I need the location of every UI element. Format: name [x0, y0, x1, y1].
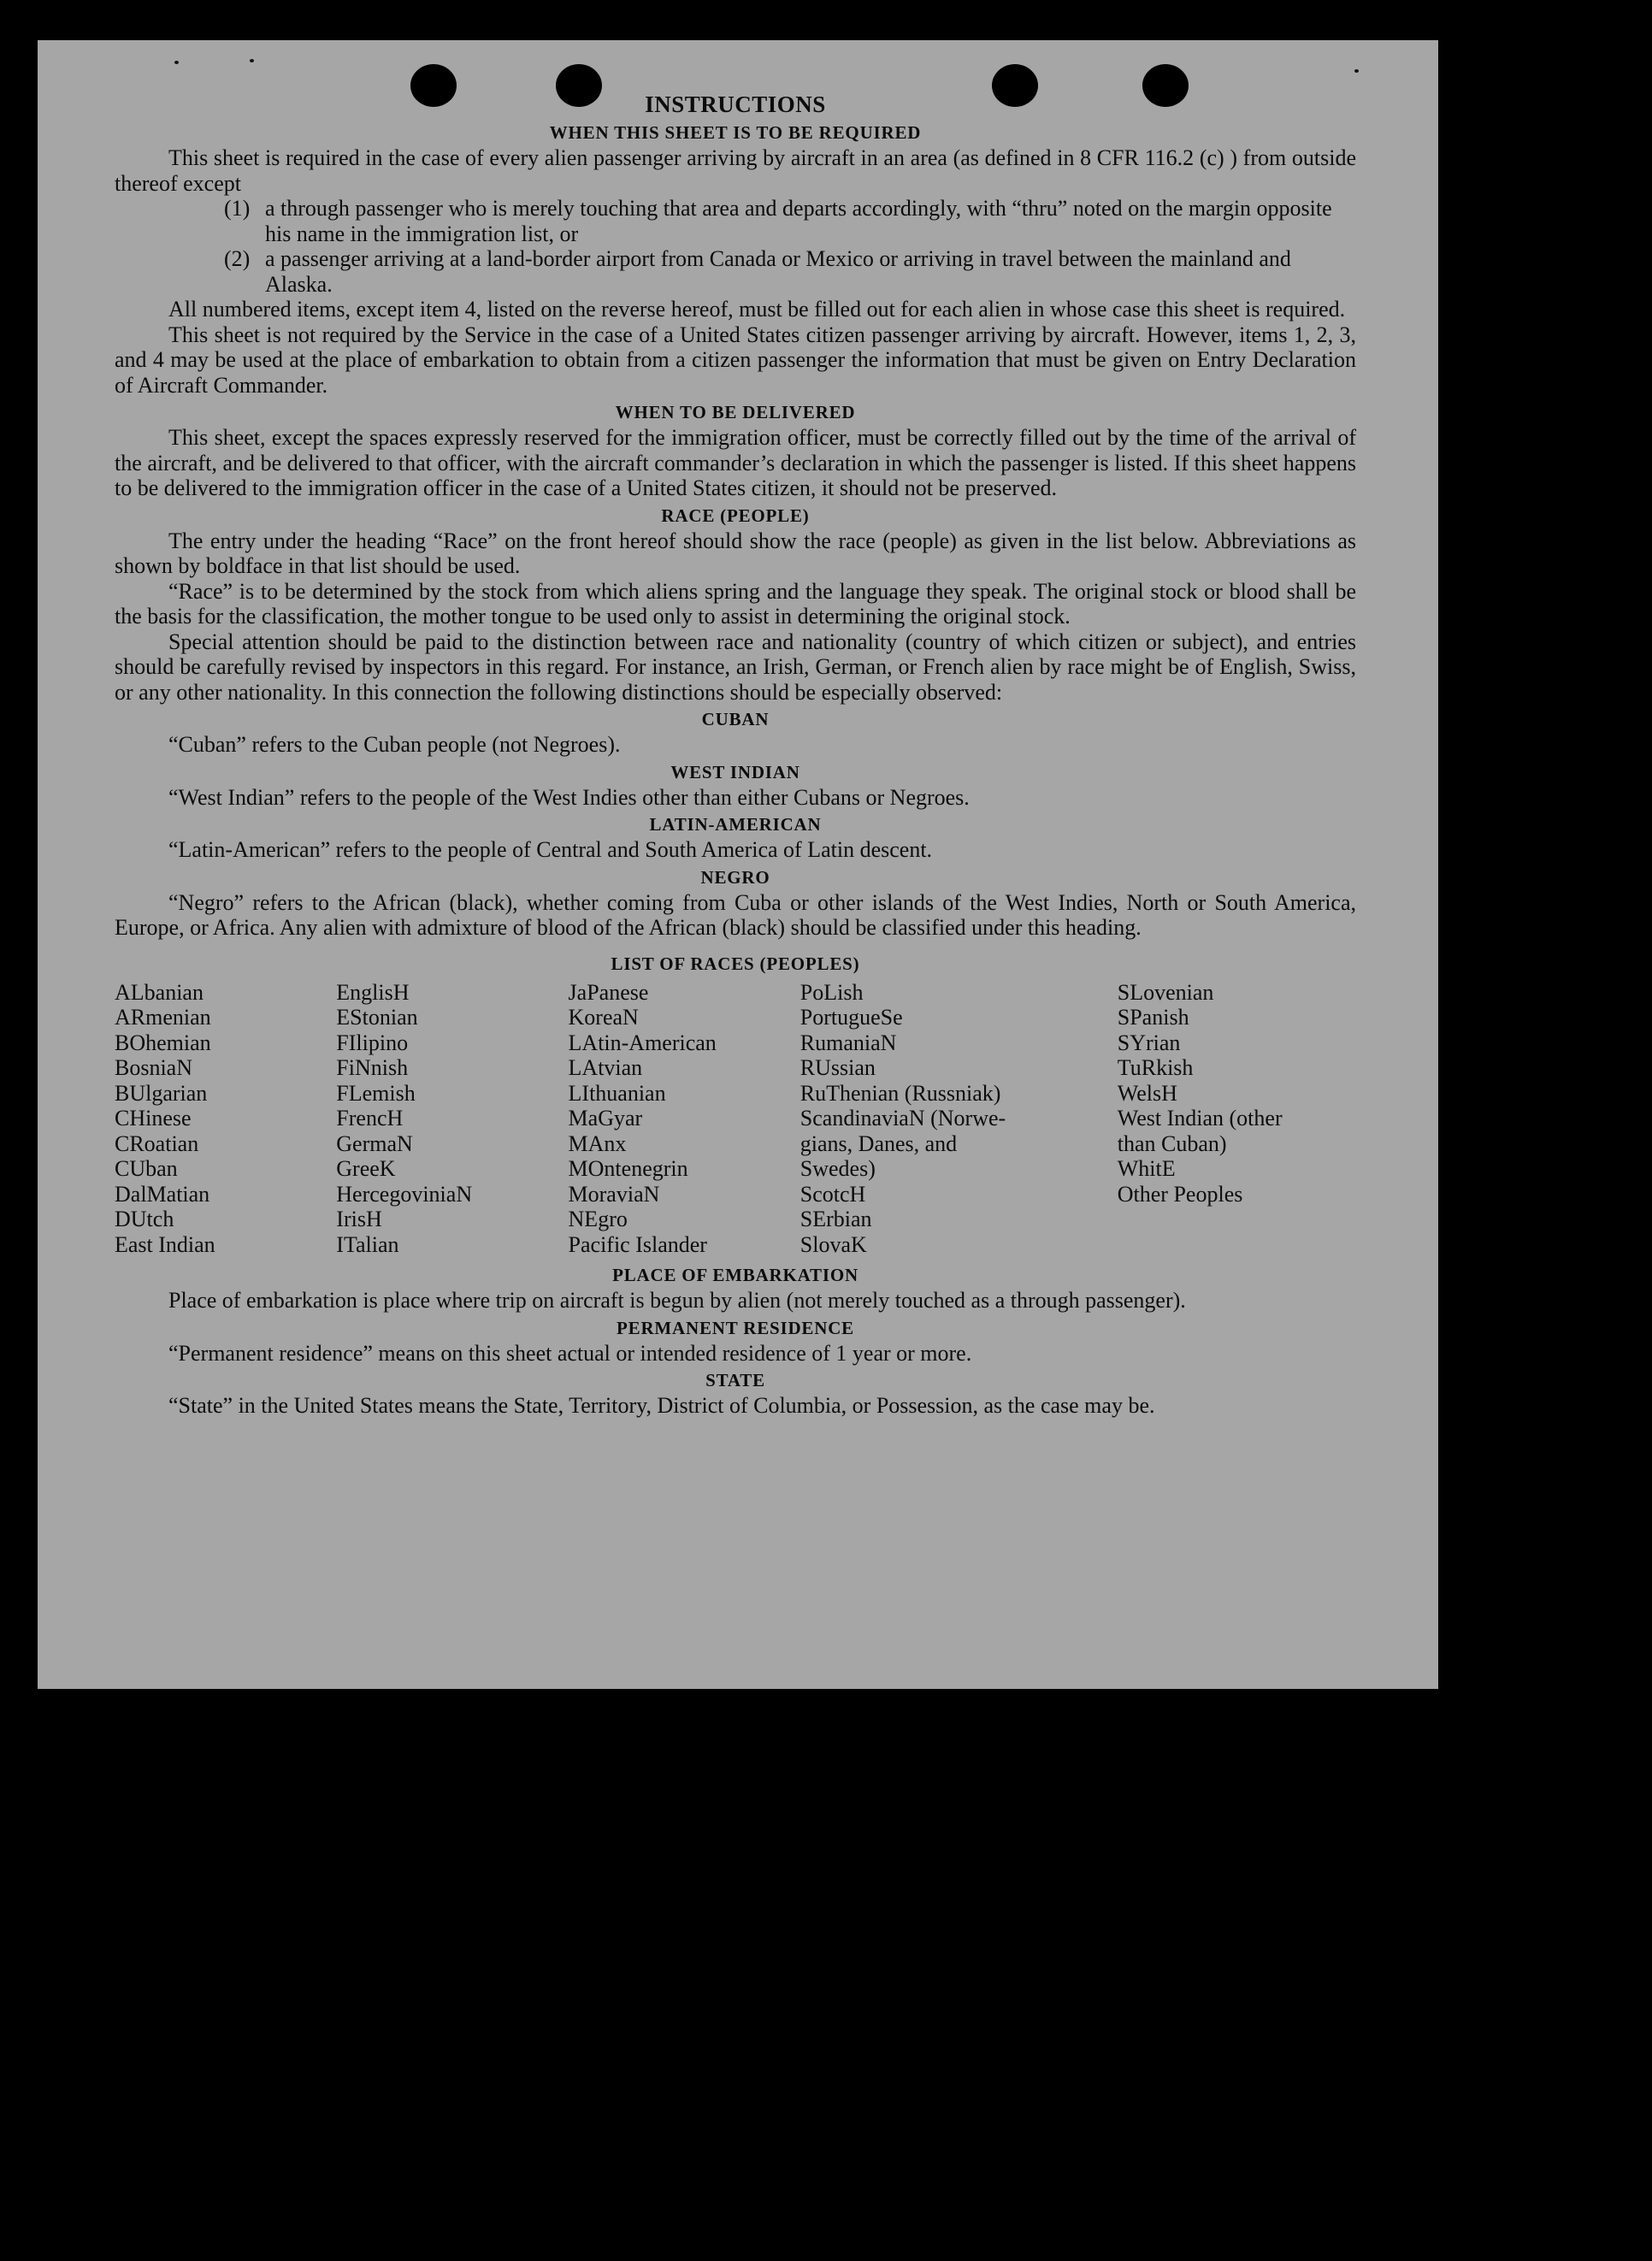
- speck: [250, 59, 254, 62]
- punch-hole: [1142, 64, 1189, 107]
- race-entry: East Indian: [115, 1231, 215, 1257]
- section-heading: WHEN TO BE DELIVERED: [615, 402, 856, 422]
- race-entry: PoLish: [799, 979, 864, 1005]
- race-entry: FLemish: [336, 1080, 416, 1106]
- race-entry: RUssian: [799, 1055, 876, 1080]
- race-entry: PortugueSe: [799, 1005, 903, 1030]
- punch-hole: [410, 64, 457, 107]
- speck: [174, 61, 179, 64]
- race-entry: LIthuanian: [568, 1080, 666, 1106]
- page-title: INSTRUCTIONS: [645, 92, 826, 117]
- race-entry: Other Peoples: [1117, 1181, 1243, 1207]
- section-heading: WHEN THIS SHEET IS TO BE REQUIRED: [549, 122, 922, 143]
- race-entry: CHinese: [115, 1106, 192, 1130]
- race-entry: EStonian: [336, 1005, 418, 1030]
- paragraph: “West Indian” refers to the people of the West Indies other than either Cubans or Negroes.: [168, 784, 970, 810]
- race-entry: BUlgarian: [115, 1080, 208, 1106]
- paragraph: “Negro” refers to the African (black), whether coming from Cuba or other islands of the West Indies, North or South America, Europe, or Africa. Any alien with admixture of blood of the African (black) should be classified under this heading.: [115, 889, 1356, 940]
- race-entry: CRoatian: [115, 1130, 199, 1156]
- race-entry: FrencH: [336, 1106, 404, 1130]
- race-entry: SPanish: [1117, 1005, 1189, 1030]
- race-entry: West Indian (other than Cuban): [1117, 1106, 1283, 1156]
- race-entry: RumaniaN: [799, 1030, 897, 1055]
- race-entry: BOhemian: [115, 1030, 211, 1055]
- race-entry: MaGyar: [568, 1106, 643, 1130]
- item-number: (2): [224, 246, 251, 271]
- race-entry: MOntenegrin: [568, 1156, 688, 1181]
- race-entry: Pacific Islander: [568, 1231, 707, 1257]
- document-sheet: [38, 40, 1438, 1689]
- race-entry: DUtch: [115, 1207, 174, 1231]
- race-entry: LAtin-American: [568, 1030, 717, 1055]
- race-entry: NEgro: [568, 1207, 628, 1231]
- paragraph: Special attention should be paid to the distinction between race and nationality (country of which citizen or subject), and entries should be carefully revised by inspectors in this regard. For instance, an Irish, German, or French alien by race might be of English, Swiss, or any other nationality. In this connection the following distinctions should be especially observed:: [115, 629, 1356, 705]
- section-heading: LIST OF RACES (PEOPLES): [611, 953, 860, 974]
- race-entry: HercegovinіaN: [336, 1181, 473, 1207]
- race-entry: EnglisH: [336, 979, 410, 1005]
- paragraph: Place of embarkation is place where trip on aircraft is begun by alien (not merely touched as a through passenger).: [168, 1288, 1186, 1313]
- race-list: [115, 980, 1356, 1258]
- section-heading: WEST INDIAN: [670, 761, 800, 782]
- paragraph: “Permanent residence” means on this sheet actual or intended residence of 1 year or more.: [168, 1340, 972, 1366]
- section-heading: PLACE OF EMBARKATION: [612, 1265, 858, 1285]
- race-column: [1118, 980, 1356, 1258]
- race-entry: FiNnish: [336, 1055, 409, 1080]
- punch-hole: [556, 64, 602, 107]
- section-heading: LATIN-AMERICAN: [649, 814, 822, 835]
- race-entry: CUban: [115, 1156, 178, 1181]
- item-text: a through passenger who is merely touching that area and departs accordingly, with “thru” noted on the margin opposite his name in the immigration list, or: [265, 196, 1332, 246]
- race-entry: JaPanese: [568, 979, 649, 1005]
- race-entry: DalMatian: [115, 1181, 210, 1207]
- race-entry: TuRkish: [1117, 1055, 1194, 1080]
- race-entry: SlovaK: [799, 1231, 867, 1257]
- race-entry: LAtvian: [568, 1055, 643, 1080]
- race-entry: GreeK: [336, 1156, 396, 1181]
- race-entry: WhitE: [1117, 1156, 1176, 1181]
- paragraph: “State” in the United States means the State, Territory, District of Columbia, or Possession, as the case may be.: [168, 1393, 1155, 1418]
- race-entry: MAnx: [568, 1130, 627, 1156]
- race-column: [800, 980, 1118, 1258]
- race-entry: SErbian: [799, 1207, 872, 1231]
- race-entry: MoraviaN: [568, 1181, 660, 1207]
- race-entry: SYrian: [1117, 1030, 1181, 1055]
- race-column: [569, 980, 800, 1258]
- paragraph: This sheet, except the spaces expressly reserved for the immigration officer, must be correctly filled out by the time of the arrival of the aircraft, and be delivered to that officer, with the aircraft commander’s declaration in which the passenger is listed. If this sheet happens to be delivered to the immigration officer in the case of a United States citizen, it should not be preserved.: [115, 425, 1356, 500]
- race-entry: ALbanian: [115, 979, 204, 1005]
- race-entry: GermaN: [336, 1130, 413, 1156]
- list-item: [115, 246, 1356, 297]
- section-heading: NEGRO: [700, 866, 770, 888]
- list-item: [115, 196, 1356, 246]
- paragraph: The entry under the heading “Race” on the front hereof should show the race (people) as given in the list below. Abbreviations as shown by boldface in that list should be used.: [115, 528, 1356, 578]
- race-entry: BosniaN: [115, 1055, 192, 1080]
- race-entry: WelsH: [1117, 1080, 1177, 1106]
- item-number: (1): [224, 196, 251, 221]
- race-column: [336, 980, 568, 1258]
- race-entry: ITalian: [336, 1231, 399, 1257]
- race-entry: RuThenian (Russniak): [799, 1080, 1001, 1106]
- section-heading: CUBAN: [701, 709, 770, 729]
- section-heading: PERMANENT RESIDENCE: [617, 1317, 854, 1338]
- race-entry: ScandinaviaN (Norwe- gians, Danes, and Swedes): [799, 1106, 1006, 1181]
- race-entry: KoreaN: [568, 1005, 639, 1030]
- paragraph: This sheet is required in the case of every alien passenger arriving by aircraft in an area (as defined in 8 CFR 116.2 (c) ) from outside thereof except: [115, 145, 1356, 196]
- race-entry: ARmenian: [115, 1005, 211, 1030]
- item-text: a passenger arriving at a land-border airport from Canada or Mexico or arriving in travel between the mainland and Alaska.: [265, 246, 1291, 297]
- race-entry: SLovenian: [1117, 979, 1214, 1005]
- paragraph: This sheet is not required by the Service in the case of a United States citizen passenger arriving by aircraft. However, items 1, 2, 3, and 4 may be used at the place of embarkation to obtain from a citizen passenger the information that must be given on Entry Declaration of Aircraft Commander.: [115, 322, 1356, 398]
- section-heading: STATE: [705, 1370, 765, 1390]
- race-entry: ScotcH: [799, 1181, 866, 1207]
- speck: [1354, 69, 1359, 73]
- punch-hole: [992, 64, 1038, 107]
- paragraph: “Latin-American” refers to the people of Central and South America of Latin descent.: [168, 837, 933, 862]
- section-heading: RACE (PEOPLE): [661, 505, 810, 526]
- race-column: [115, 980, 336, 1258]
- paragraph: All numbered items, except item 4, listed on the reverse hereof, must be filled out for each alien in whose case this sheet is required.: [168, 297, 1346, 322]
- paragraph: “Race” is to be determined by the stock from which aliens spring and the language they speak. The original stock or blood shall be the basis for the classification, the mother tongue to be used only to assist in determining the original stock.: [115, 578, 1356, 629]
- race-entry: IrisH: [336, 1207, 382, 1231]
- paragraph: “Cuban” refers to the Cuban people (not Negroes).: [168, 732, 621, 757]
- race-entry: FIlipino: [336, 1030, 409, 1055]
